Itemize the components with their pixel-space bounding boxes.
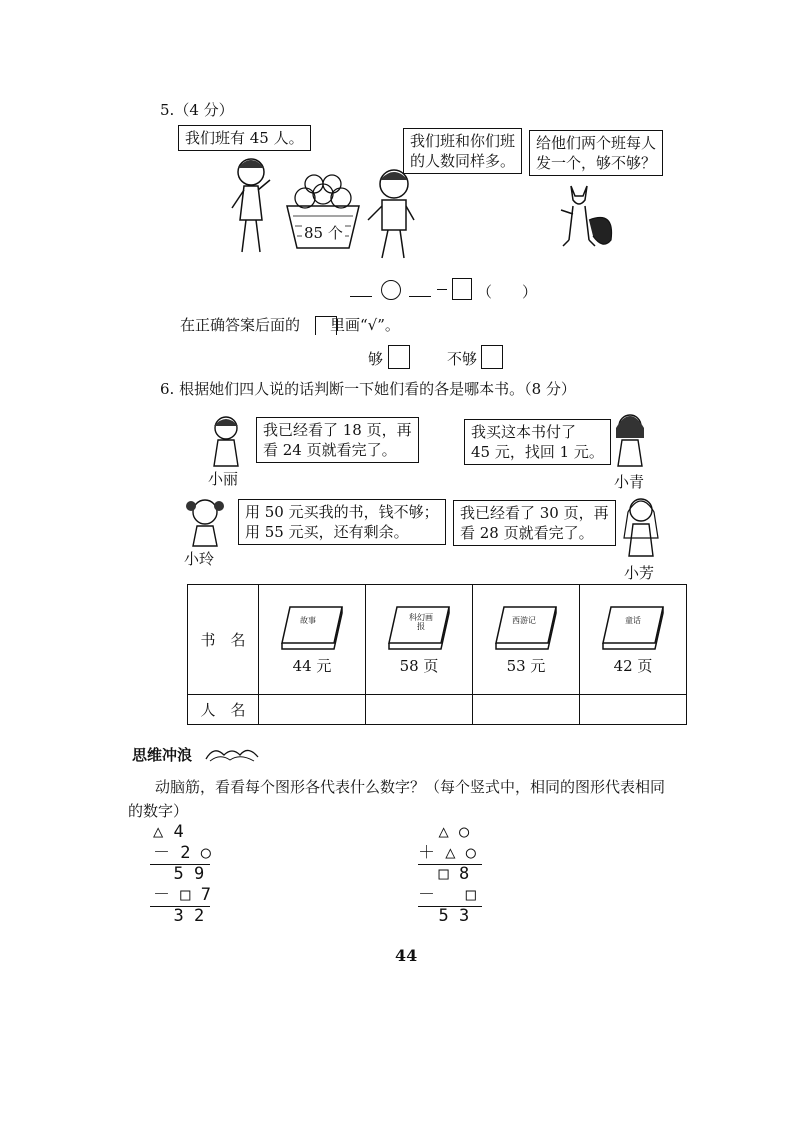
q5-instruction: 在正确答案后面的 里画“√”。 xyxy=(180,316,400,334)
wave-icon xyxy=(204,743,260,763)
fox-speech-line2: 发一个，够不够？ xyxy=(536,154,657,172)
xiaoling-speech-line1: 用 50 元买我的书，钱不够； xyxy=(245,503,439,521)
option-enough-checkbox[interactable] xyxy=(388,345,410,369)
calc2-row4: － □ xyxy=(418,885,476,905)
calc1-row3: 5 9 xyxy=(153,864,205,884)
boy-speech-line1: 我们班和你们班 xyxy=(410,132,516,150)
book-cell-4 xyxy=(580,585,687,695)
xiaofang-speech-bubble xyxy=(453,500,616,546)
girl-speech-text: 我们班有 45 人。 xyxy=(185,129,304,147)
q5-number: 5. xyxy=(160,101,175,119)
calc1-row2: － 2 ○ xyxy=(153,843,211,863)
xiaoli-name: 小丽 xyxy=(208,470,239,488)
xiaoqing-speech-bubble xyxy=(464,419,611,465)
fox-figure-icon xyxy=(553,180,623,252)
challenge-title: 思维冲浪 xyxy=(132,746,193,764)
book-1-label: 44 元 xyxy=(292,657,332,675)
person-answer-1[interactable] xyxy=(259,695,366,725)
option-enough-label: 够 xyxy=(368,350,384,368)
instruction-box-icon xyxy=(315,316,337,335)
xiaoqing-figure-icon xyxy=(608,408,652,468)
calc1-line2 xyxy=(150,906,210,907)
page-number: 44 xyxy=(395,946,418,965)
xiaofang-name: 小芳 xyxy=(624,564,655,582)
book-2-cover-text: 科幻画报 xyxy=(409,613,433,631)
boy-figure-icon xyxy=(364,166,420,262)
book-cell-3 xyxy=(473,585,580,695)
xiaoli-speech-line1: 我已经看了 18 页，再 xyxy=(263,421,412,439)
fox-speech-bubble xyxy=(529,130,663,176)
xiaofang-speech-line1: 我已经看了 30 页，再 xyxy=(460,504,609,522)
girl-speech-bubble xyxy=(178,125,311,151)
challenge-prompt-line1: 动脑筋，看看每个图形各代表什么数字？（每个竖式中，相同的图形代表相同 xyxy=(155,778,666,796)
calc1-line1 xyxy=(150,864,210,865)
equation-box-blank[interactable] xyxy=(452,278,472,300)
q5-score: （4 分） xyxy=(174,101,234,119)
book-name-header: 书 名 xyxy=(188,585,259,695)
person-answer-4[interactable] xyxy=(580,695,687,725)
person-answer-2[interactable] xyxy=(366,695,473,725)
q6-header xyxy=(160,378,576,399)
xiaoling-speech-bubble xyxy=(238,499,446,545)
xiaoling-figure-icon xyxy=(182,494,228,548)
challenge-prompt-line2: 的数字） xyxy=(128,802,189,820)
xiaoli-figure-icon xyxy=(204,412,248,468)
book-table xyxy=(187,584,687,725)
option-not-enough-checkbox[interactable] xyxy=(481,345,503,369)
person-name-header: 人 名 xyxy=(188,695,259,725)
book-2-label: 58 页 xyxy=(399,657,439,675)
equation-blank-1[interactable] xyxy=(350,296,372,297)
xiaofang-figure-icon xyxy=(618,494,664,558)
q6-number: 6. xyxy=(160,380,175,398)
book-cell-1 xyxy=(259,585,366,695)
option-not-enough-label: 不够 xyxy=(447,350,478,368)
xiaoqing-name: 小青 xyxy=(614,473,645,491)
xiaoqing-speech-line2: 45 元，找回 1 元。 xyxy=(471,443,604,461)
calc2-row5: 5 3 xyxy=(418,906,470,926)
calc-1 xyxy=(153,822,211,927)
xiaoli-speech-bubble xyxy=(256,417,419,463)
boy-speech-bubble xyxy=(403,128,522,174)
book-3-cover-text: 西游记 xyxy=(512,616,536,625)
girl-figure-icon xyxy=(226,150,276,260)
equation-answer-paren: （ ） xyxy=(477,283,538,301)
calc2-line2 xyxy=(418,906,482,907)
fox-speech-line1: 给他们两个班每人 xyxy=(536,134,657,152)
q5-header xyxy=(160,99,234,120)
calc1-row1: △ 4 xyxy=(153,822,184,842)
book-cell-2 xyxy=(366,585,473,695)
xiaoling-name: 小玲 xyxy=(184,550,215,568)
book-3-icon xyxy=(490,603,562,651)
basket-label: 85 个 xyxy=(304,224,343,242)
calc2-row1: △ ○ xyxy=(418,822,470,842)
q6-prompt: 根据她们四人说的话判断一下她们看的各是哪本书。（8 分） xyxy=(179,380,576,398)
calc2-line1 xyxy=(418,864,482,865)
calc-2 xyxy=(418,822,476,927)
book-3-label: 53 元 xyxy=(506,657,546,675)
xiaofang-speech-line2: 看 28 页就看完了。 xyxy=(460,524,594,542)
book-4-cover-text: 童话 xyxy=(625,616,641,625)
calc1-row4: － □ 7 xyxy=(153,885,211,905)
book-1-icon xyxy=(276,603,348,651)
person-answer-3[interactable] xyxy=(473,695,580,725)
equation-blank-2[interactable] xyxy=(409,296,431,297)
book-1-cover-text: 故事 xyxy=(300,616,316,625)
book-2-icon xyxy=(383,603,455,651)
calc1-row5: 3 2 xyxy=(153,906,205,926)
book-4-label: 42 页 xyxy=(613,657,653,675)
equation-circle-blank[interactable] xyxy=(381,280,401,300)
xiaoli-speech-line2: 看 24 页就看完了。 xyxy=(263,441,397,459)
calc2-row2: ＋ △ ○ xyxy=(418,843,476,863)
book-4-icon xyxy=(597,603,669,651)
calc2-row3: □ 8 xyxy=(418,864,470,884)
boy-speech-line2: 的人数同样多。 xyxy=(410,152,516,170)
xiaoling-speech-line2: 用 55 元买，还有剩余。 xyxy=(245,523,409,541)
xiaoqing-speech-line1: 我买这本书付了 xyxy=(471,423,577,441)
minus-sign xyxy=(437,289,447,290)
